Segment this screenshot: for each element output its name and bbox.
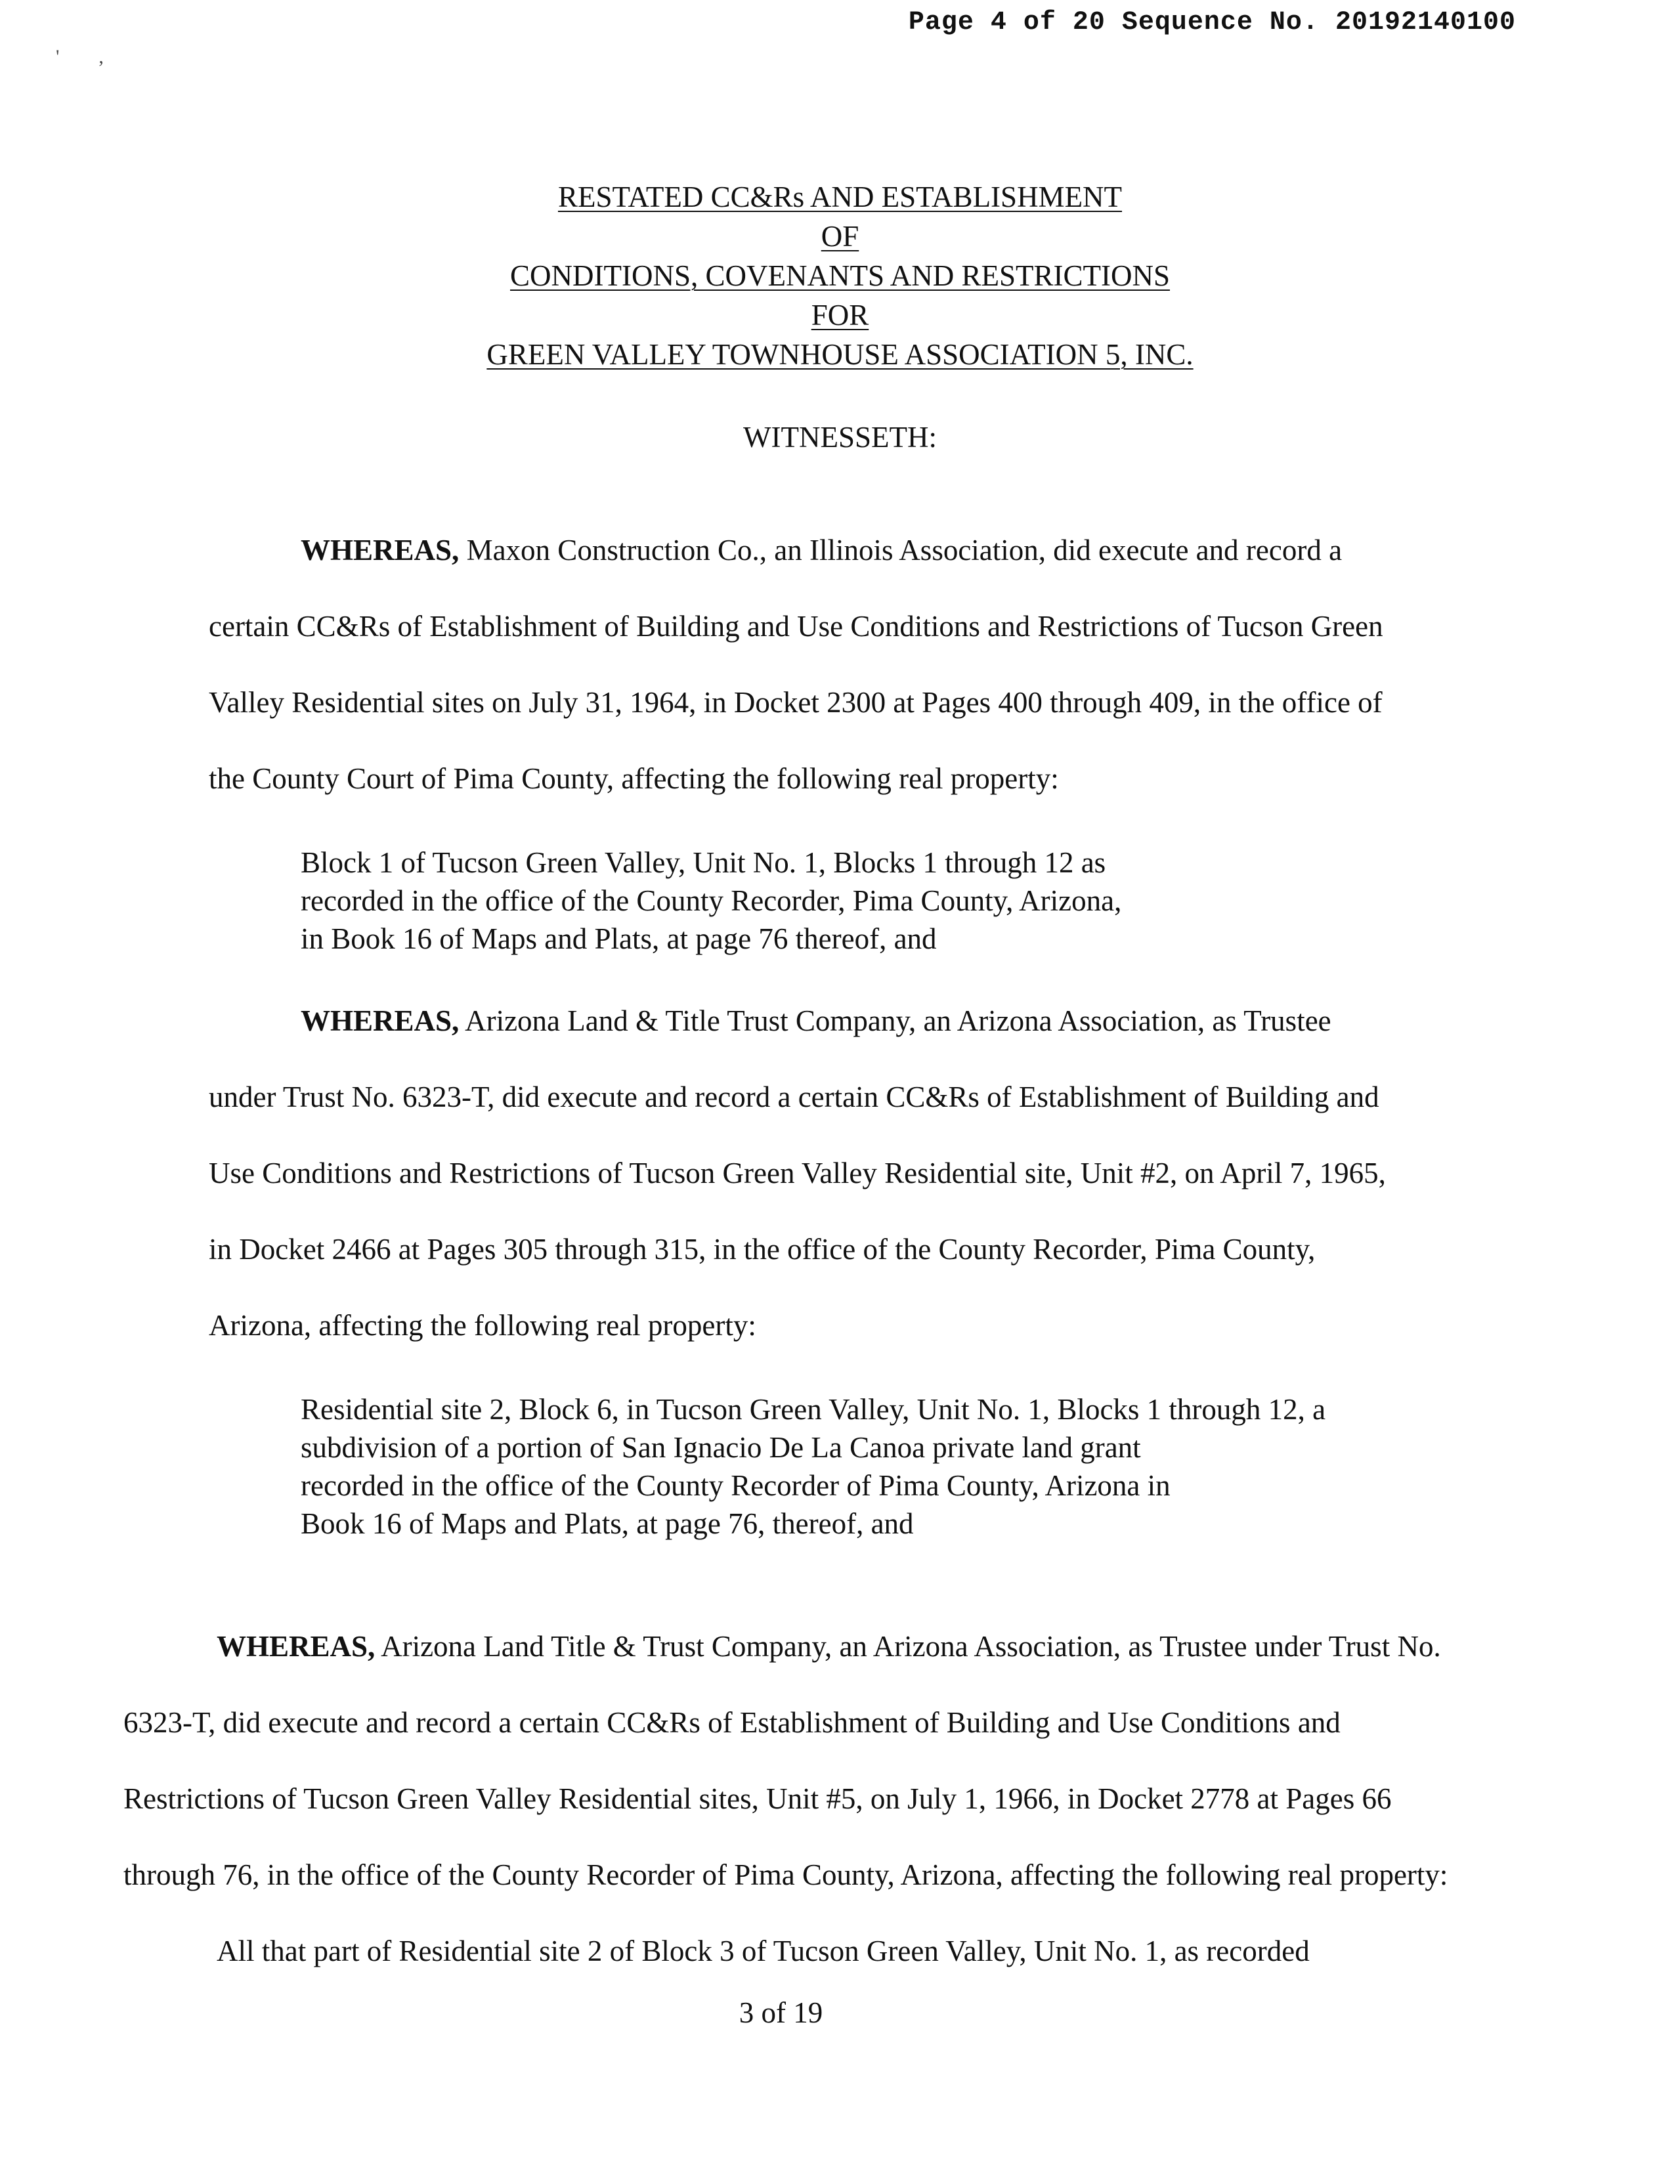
paragraph-line: WHEREAS, Maxon Construction Co., an Illinois Association, did execute and record a xyxy=(301,534,1343,567)
paragraph-line: through 76, in the office of the County Recorder of Pima County, Arizona, affecting the following real property: xyxy=(123,1858,1448,1891)
title-line: OF xyxy=(821,220,859,253)
paragraph-line: All that part of Residential site 2 of Block 3 of Tucson Green Valley, Unit No. 1, as recorded xyxy=(217,1935,1310,1967)
property-description-2 xyxy=(301,1390,1325,1543)
scan-specks: ' , xyxy=(56,46,104,68)
paragraph-line: under Trust No. 6323-T, did execute and record a certain CC&Rs of Establishment of Building and xyxy=(209,1081,1379,1113)
paragraph-line: certain CC&Rs of Establishment of Building and Use Conditions and Restrictions of Tucson Green xyxy=(209,610,1383,643)
description-line: Book 16 of Maps and Plats, at page 76, thereof, and xyxy=(301,1507,914,1540)
paragraph-line: Use Conditions and Restrictions of Tucson Green Valley Residential site, Unit #2, on April 7, 1965, xyxy=(209,1157,1386,1189)
description-line: subdivision of a portion of San Ignacio De La Canoa private land grant xyxy=(301,1431,1141,1464)
property-description-1 xyxy=(301,844,1121,958)
description-line: recorded in the office of the County Recorder of Pima County, Arizona in xyxy=(301,1469,1171,1502)
paragraph-line: WHEREAS, Arizona Land & Title Trust Company, an Arizona Association, as Trustee xyxy=(301,1004,1331,1037)
paragraph-line: WHEREAS, Arizona Land Title & Trust Company, an Arizona Association, as Trustee under Trust No. xyxy=(217,1630,1441,1663)
title-line: GREEN VALLEY TOWNHOUSE ASSOCIATION 5, INC. xyxy=(486,338,1194,371)
whereas-paragraph-2 xyxy=(209,983,1386,1363)
description-line: in Book 16 of Maps and Plats, at page 76 thereof, and xyxy=(301,922,937,955)
whereas-paragraph-1 xyxy=(209,512,1383,817)
document-title xyxy=(0,177,1680,374)
page-number: 3 of 19 xyxy=(739,1996,823,2029)
whereas-lead: WHEREAS, xyxy=(301,1004,460,1037)
whereas-lead: WHEREAS, xyxy=(301,534,460,567)
paragraph-line: 6323-T, did execute and record a certain CC&Rs of Establishment of Building and Use Conditions and xyxy=(123,1706,1341,1739)
paragraph-line: the County Court of Pima County, affecting the following real property: xyxy=(209,762,1059,795)
paragraph-line: Valley Residential sites on July 31, 1964, in Docket 2300 at Pages 400 through 409, in the office of xyxy=(209,686,1383,719)
page-sequence-stamp: Page 4 of 20 Sequence No. 20192140100 xyxy=(908,8,1516,37)
title-line: CONDITIONS, COVENANTS AND RESTRICTIONS xyxy=(509,259,1171,292)
whereas-lead: WHEREAS, xyxy=(217,1630,376,1663)
description-line: Block 1 of Tucson Green Valley, Unit No. 1, Blocks 1 through 12 as xyxy=(301,846,1106,879)
description-line: recorded in the office of the County Recorder, Pima County, Arizona, xyxy=(301,884,1122,917)
whereas-paragraph-3 xyxy=(123,1608,1448,1989)
description-line: Residential site 2, Block 6, in Tucson Green Valley, Unit No. 1, Blocks 1 through 12, a xyxy=(301,1393,1326,1426)
title-line: RESTATED CC&Rs AND ESTABLISHMENT xyxy=(557,181,1123,213)
paragraph-line: in Docket 2466 at Pages 305 through 315, in the office of the County Recorder, Pima County, xyxy=(209,1233,1316,1266)
witnesseth-heading: WITNESSETH: xyxy=(743,421,937,454)
paragraph-line: Restrictions of Tucson Green Valley Residential sites, Unit #5, on July 1, 1966, in Docket 2778 at Pages 66 xyxy=(123,1782,1392,1815)
paragraph-line: Arizona, affecting the following real property: xyxy=(209,1309,756,1342)
title-line: FOR xyxy=(811,299,869,332)
